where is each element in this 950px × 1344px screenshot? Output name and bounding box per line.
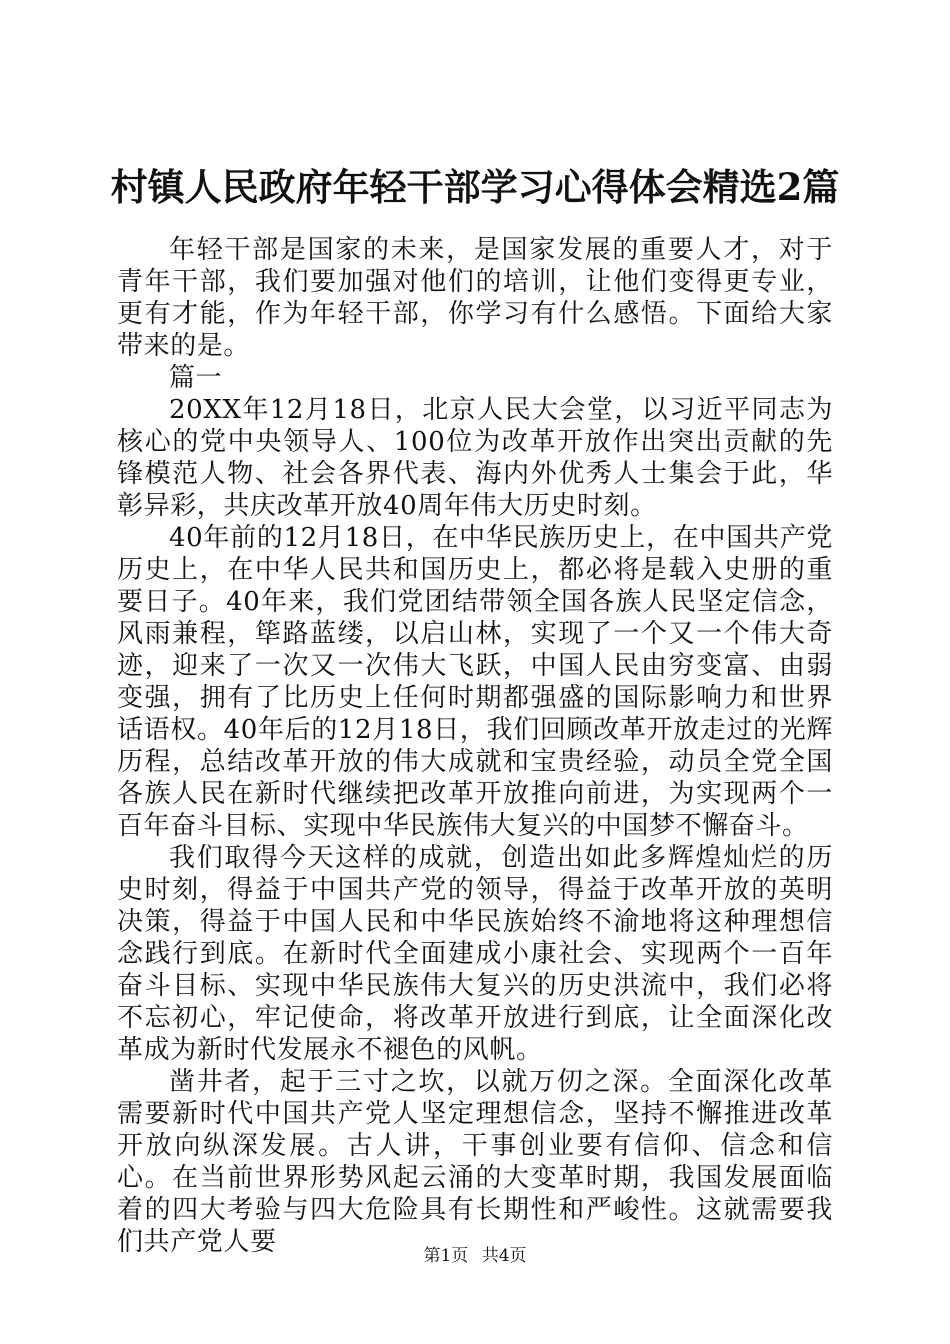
paragraph: 我们取得今天这样的成就，创造出如此多辉煌灿烂的历史时刻，得益于中国共产党的领导，得益于改革开放的英明决策，得益于中国人民和中华民族始终不渝地将这种理想信念践行到底。在新时代全面建成小康社会、实现两个一百年奋斗目标、实现中华民族伟大复兴的历史洪流中，我们必将不忘初心，牢记使命，将改革开放进行到底，让全面深化改革成为新时代发展永不褪色的风帆。: [117, 843, 833, 1065]
page-number: 第1页: [423, 1246, 469, 1266]
paragraph: 20XX年12月18日，北京人民大会堂，以习近平同志为核心的党中央领导人、100位为改革开放作出突出贡献的先锋模范人物、社会各界代表、海内外优秀人士集会于此，华彰异彩，共庆改革开放40周年伟大历史时刻。: [117, 395, 833, 521]
paragraph: 40年前的12月18日，在中华民族历史上，在中国共产党历史上，在中华人民共和国历史上，都必将是载入史册的重要日子。40年来，我们党团结带领全国各族人民坚定信念，风雨兼程，筚路蓝缕，以启山林，实现了一个又一个伟大奇迹，迎来了一次又一次伟大飞跃，中国人民由穷变富、由弱变强，拥有了比历史上任何时期都强盛的国际影响力和世界话语权。40年后的12月18日，我们回顾改革开放走过的光辉历程，总结改革开放的伟大成就和宝贵经验，动员全党全国各族人民在新时代继续把改革开放推向前进，为实现两个一百年奋斗目标、实现中华民族伟大复兴的中国梦不懈奋斗。: [117, 523, 833, 841]
page-footer: [0, 1244, 950, 1268]
paragraph-intro: 年轻干部是国家的未来，是国家发展的重要人才，对于青年干部，我们要加强对他们的培训，让他们变得更专业，更有才能，作为年轻干部，你学习有什么感悟。下面给大家带来的是。: [117, 235, 833, 361]
section-heading: 篇一: [169, 363, 223, 393]
document-title: 村镇人民政府年轻干部学习心得体会精选2篇: [110, 165, 840, 209]
paragraph: 凿井者，起于三寸之坎，以就万仞之深。全面深化改革需要新时代中国共产党人坚定理想信念，坚持不懈推进改革开放向纵深发展。古人讲，干事创业要有信仰、信念和信心。在当前世界形势风起云涌的大变革时期，我国发展面临着的四大考验与四大危险具有长期性和严峻性。这就需要我们共产党人要: [117, 1067, 833, 1257]
document-body: [117, 234, 833, 1258]
page-total: 共4页: [481, 1246, 527, 1266]
